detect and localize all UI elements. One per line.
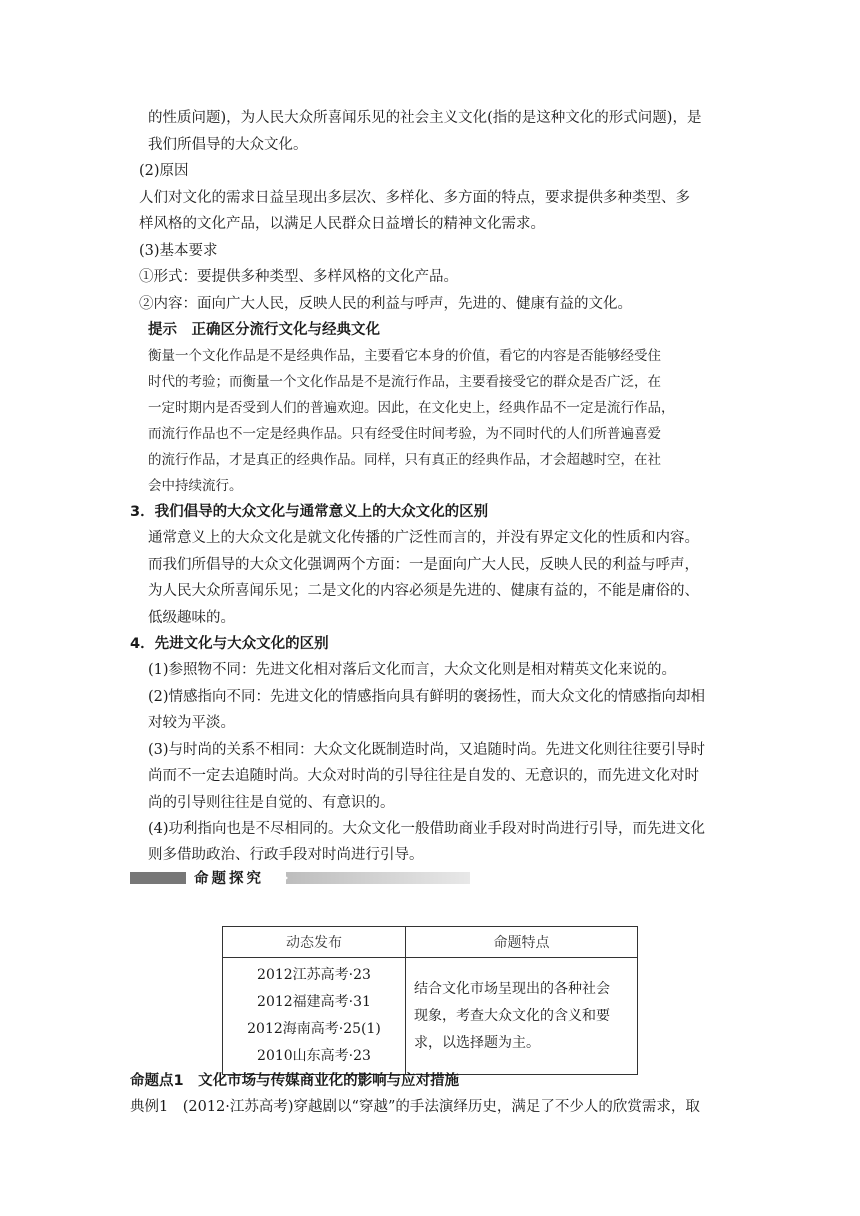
text-line: 尚而不一定去追随时尚。大众对时尚的引导往往是自发的、无意识的，而先进文化对时 — [148, 768, 699, 784]
text-line: 则多借助政治、行政手段对时尚进行引导。 — [148, 847, 424, 863]
section-bar-light — [286, 872, 470, 884]
text-line: (4)功利指向也是不尽相同的。大众文化一般借助商业手段对时尚进行引导，而先进文化 — [148, 821, 706, 837]
source-item: 2012江苏高考·23 — [257, 967, 371, 983]
section-heading: 3．我们倡导的大众文化与通常意义上的大众文化的区别 — [130, 504, 489, 520]
text-line: (3)与时尚的关系不相同：大众文化既制造时尚，又追随时尚。先进文化则往往要引导时 — [148, 742, 706, 758]
feature-line: 求，以选择题为主。 — [414, 1034, 540, 1051]
text-line: 的性质问题)，为人民大众所喜闻乐见的社会主义文化(指的是这种文化的形式问题)，是 — [148, 110, 702, 126]
text-line: (2)情感指向不同：先进文化的情感指向具有鲜明的褒扬性，而大众文化的情感指向却相 — [148, 689, 706, 705]
source-item: 2012福建高考·31 — [257, 994, 371, 1010]
point-title: 命题点1 文化市场与传媒商业化的影响与应对措施 — [130, 1073, 460, 1089]
text-line: 尚的引导则往往是自觉的、有意识的。 — [148, 795, 395, 811]
text-line: (3)基本要求 — [139, 243, 218, 259]
feature-line: 现象，考查大众文化的含义和要 — [414, 1007, 610, 1024]
section-title: 命题探究 — [194, 871, 264, 887]
text-line: (1)参照物不同：先进文化相对落后文化而言，大众文化则是相对精英文化来说的。 — [148, 662, 677, 678]
table-sources — [223, 958, 406, 1075]
tip-line: 的流行作品，才是真正的经典作品。同样，只有真正的经典作品，才会超越时空，在社 — [148, 452, 661, 468]
text-line: 为人民大众所喜闻乐见；二是文化的内容必须是先进的、健康有益的，不能是庸俗的、 — [148, 583, 699, 599]
section-bar-dark — [130, 872, 186, 884]
table-header-right: 命题特点 — [406, 927, 638, 958]
text-line: 而我们所倡导的大众文化强调两个方面：一是面向广大人民，反映人民的利益与呼声， — [148, 557, 699, 573]
tip-line: 一定时期内是否受到人们的普遍欢迎。因此，在文化史上，经典作品不一定是流行作品， — [148, 400, 675, 416]
tip-line: 而流行作品也不一定是经典作品。只有经受住时间考验，为不同时代的人们所普遍喜爱 — [148, 426, 661, 442]
text-line: (2)原因 — [139, 163, 189, 179]
text-line: ①形式：要提供多种类型、多样风格的文化产品。 — [139, 269, 458, 285]
info-table — [222, 926, 638, 1075]
source-item: 2010山东高考·23 — [257, 1048, 371, 1064]
table-header-left: 动态发布 — [223, 927, 406, 958]
text-line: ②内容：面向广大人民，反映人民的利益与呼声，先进的、健康有益的文化。 — [139, 296, 632, 312]
text-line: 通常意义上的大众文化是就文化传播的广泛性而言的，并没有界定文化的性质和内容。 — [148, 530, 699, 546]
text-line: 对较为平淡。 — [148, 715, 235, 731]
text-line: 人们对文化的需求日益呈现出多层次、多样化、多方面的特点，要求提供多种类型、多 — [139, 190, 690, 206]
text-line: 我们所倡导的大众文化。 — [148, 137, 308, 153]
tip-line: 时代的考验；而衡量一个文化作品是不是流行作品，主要看接受它的群众是否广泛，在 — [148, 374, 661, 390]
source-item: 2012海南高考·25(1) — [247, 1021, 381, 1037]
tip-line: 衡量一个文化作品是不是经典作品，主要看它本身的价值，看它的内容是否能够经受住 — [148, 348, 661, 364]
tip-line: 会中持续流行。 — [148, 478, 243, 494]
feature-line: 结合文化市场呈现出的各种社会 — [414, 980, 610, 997]
table-features — [406, 958, 638, 1075]
tip-heading: 提示 正确区分流行文化与经典文化 — [148, 322, 380, 338]
text-line: 样风格的文化产品，以满足人民群众日益增长的精神文化需求。 — [139, 216, 545, 232]
example-line: 典例1 (2012·江苏高考)穿越剧以“穿越”的手法演绎历史，满足了不少人的欣赏需求，取 — [130, 1099, 700, 1115]
section-bar-arrow — [278, 870, 288, 886]
section-heading: 4．先进文化与大众文化的区别 — [130, 636, 329, 652]
text-line: 低级趣味的。 — [148, 610, 235, 626]
